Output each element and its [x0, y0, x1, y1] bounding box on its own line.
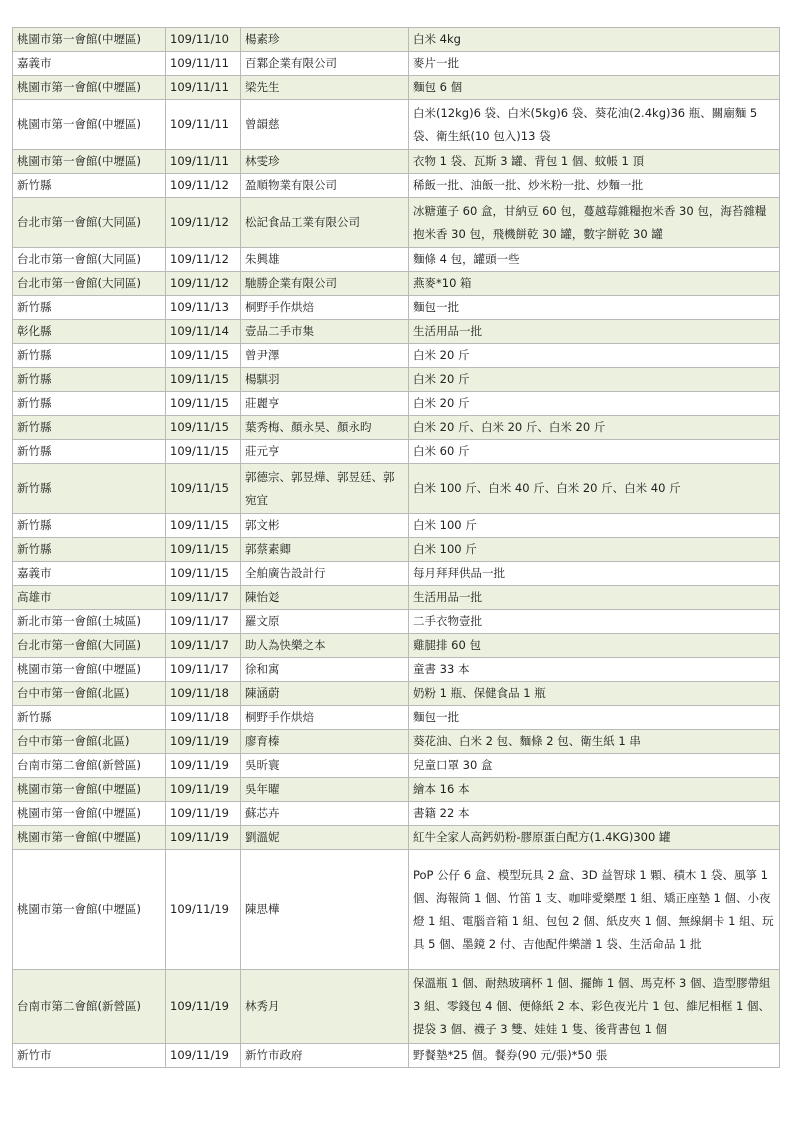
items-cell: 燕麥*10 箱 [409, 272, 780, 296]
date-cell: 109/11/17 [166, 610, 241, 634]
date-cell: 109/11/14 [166, 320, 241, 344]
items-cell: 麥片一批 [409, 52, 780, 76]
table-row [13, 970, 780, 1044]
region-cell: 彰化縣 [13, 320, 166, 344]
donor-cell: 壹品二手市集 [241, 320, 409, 344]
region-cell: 台中市第一會館(北區) [13, 682, 166, 706]
region-cell: 新竹縣 [13, 440, 166, 464]
table-row [13, 52, 780, 76]
donor-cell: 全舶廣告設計行 [241, 562, 409, 586]
region-cell: 台北市第一會館(大同區) [13, 198, 166, 248]
table-row [13, 296, 780, 320]
table-row [13, 198, 780, 248]
items-cell: 保溫瓶 1 個、耐熱玻璃杯 1 個、擺飾 1 個、馬克杯 3 個、造型膠帶組 3 組、零錢包 4 個、便條紙 2 本、彩色夜光片 1 包、維尼相框 1 個、提袋 3 個、襪子 3 雙、娃娃 1 隻、後背書包 1 個 [409, 970, 780, 1044]
date-cell: 109/11/19 [166, 754, 241, 778]
table-row [13, 826, 780, 850]
donor-cell: 林秀月 [241, 970, 409, 1044]
table-row [13, 248, 780, 272]
donor-cell: 桐野手作烘焙 [241, 706, 409, 730]
region-cell: 桃園市第一會館(中壢區) [13, 28, 166, 52]
table-row [13, 538, 780, 562]
date-cell: 109/11/11 [166, 150, 241, 174]
items-cell: 麵包 6 個 [409, 76, 780, 100]
date-cell: 109/11/15 [166, 514, 241, 538]
date-cell: 109/11/11 [166, 52, 241, 76]
date-cell: 109/11/17 [166, 658, 241, 682]
region-cell: 新北市第一會館(土城區) [13, 610, 166, 634]
region-cell: 新竹縣 [13, 174, 166, 198]
date-cell: 109/11/15 [166, 562, 241, 586]
region-cell: 桃園市第一會館(中壢區) [13, 76, 166, 100]
donor-cell: 曾韻慈 [241, 100, 409, 150]
date-cell: 109/11/10 [166, 28, 241, 52]
donor-cell: 吳昕寰 [241, 754, 409, 778]
items-cell: 野餐墊*25 個。餐券(90 元/張)*50 張 [409, 1044, 780, 1068]
table-row [13, 440, 780, 464]
date-cell: 109/11/15 [166, 440, 241, 464]
donor-cell: 陳怡彣 [241, 586, 409, 610]
region-cell: 台北市第一會館(大同區) [13, 272, 166, 296]
donor-cell: 桐野手作烘焙 [241, 296, 409, 320]
items-cell: 紅牛全家人高鈣奶粉-膠原蛋白配方(1.4KG)300 罐 [409, 826, 780, 850]
date-cell: 109/11/15 [166, 344, 241, 368]
date-cell: 109/11/12 [166, 248, 241, 272]
table-row [13, 100, 780, 150]
region-cell: 新竹縣 [13, 514, 166, 538]
table-row [13, 802, 780, 826]
donor-cell: 莊麗亨 [241, 392, 409, 416]
region-cell: 桃園市第一會館(中壢區) [13, 100, 166, 150]
items-cell: 兒童口罩 30 盒 [409, 754, 780, 778]
items-cell: 白米 100 斤 [409, 538, 780, 562]
donor-cell: 吳年曜 [241, 778, 409, 802]
region-cell: 新竹縣 [13, 368, 166, 392]
region-cell: 桃園市第一會館(中壢區) [13, 658, 166, 682]
date-cell: 109/11/11 [166, 76, 241, 100]
region-cell: 新竹市 [13, 1044, 166, 1068]
items-cell: 生活用品一批 [409, 586, 780, 610]
items-cell: 繪本 16 本 [409, 778, 780, 802]
items-cell: 白米 20 斤 [409, 368, 780, 392]
region-cell: 新竹縣 [13, 538, 166, 562]
table-row [13, 368, 780, 392]
donor-cell: 曾尹澤 [241, 344, 409, 368]
donor-cell: 葉秀梅、顏永昊、顏永昀 [241, 416, 409, 440]
items-cell: 書籍 22 本 [409, 802, 780, 826]
items-cell: 麵包一批 [409, 706, 780, 730]
table-row [13, 392, 780, 416]
donor-cell: 林雯珍 [241, 150, 409, 174]
items-cell: 白米 100 斤 [409, 514, 780, 538]
table-row [13, 562, 780, 586]
donor-cell: 百鄴企業有限公司 [241, 52, 409, 76]
items-cell: 童書 33 本 [409, 658, 780, 682]
donor-cell: 楊素珍 [241, 28, 409, 52]
region-cell: 台南市第二會館(新營區) [13, 754, 166, 778]
table-row [13, 586, 780, 610]
donor-cell: 羅文原 [241, 610, 409, 634]
donor-cell: 郭文彬 [241, 514, 409, 538]
items-cell: 麵包一批 [409, 296, 780, 320]
date-cell: 109/11/11 [166, 100, 241, 150]
region-cell: 高雄市 [13, 586, 166, 610]
region-cell: 新竹縣 [13, 344, 166, 368]
date-cell: 109/11/19 [166, 778, 241, 802]
items-cell: 生活用品一批 [409, 320, 780, 344]
items-cell: 白米 60 斤 [409, 440, 780, 464]
date-cell: 109/11/15 [166, 392, 241, 416]
date-cell: 109/11/19 [166, 850, 241, 970]
donor-cell: 蘇芯卉 [241, 802, 409, 826]
donor-cell: 助人為快樂之本 [241, 634, 409, 658]
region-cell: 台北市第一會館(大同區) [13, 248, 166, 272]
items-cell: 葵花油、白米 2 包、麵條 2 包、衛生紙 1 串 [409, 730, 780, 754]
region-cell: 新竹縣 [13, 464, 166, 514]
donor-cell: 梁先生 [241, 76, 409, 100]
donation-rows [13, 28, 780, 1068]
donation-table [12, 27, 780, 1068]
table-row [13, 344, 780, 368]
items-cell: 白米(12kg)6 袋、白米(5kg)6 袋、葵花油(2.4kg)36 瓶、關廟麵 5 袋、衛生紙(10 包入)13 袋 [409, 100, 780, 150]
items-cell: 白米 100 斤、白米 40 斤、白米 20 斤、白米 40 斤 [409, 464, 780, 514]
donor-cell: 郭蔡素卿 [241, 538, 409, 562]
date-cell: 109/11/17 [166, 634, 241, 658]
table-row [13, 706, 780, 730]
table-row [13, 754, 780, 778]
date-cell: 109/11/19 [166, 826, 241, 850]
donor-cell: 朱興雄 [241, 248, 409, 272]
items-cell: 稀飯一批、油飯一批、炒米粉一批、炒麵一批 [409, 174, 780, 198]
region-cell: 新竹縣 [13, 416, 166, 440]
region-cell: 桃園市第一會館(中壢區) [13, 850, 166, 970]
date-cell: 109/11/19 [166, 1044, 241, 1068]
table-row [13, 730, 780, 754]
region-cell: 嘉義市 [13, 562, 166, 586]
region-cell: 台中市第一會館(北區) [13, 730, 166, 754]
table-row [13, 272, 780, 296]
region-cell: 桃園市第一會館(中壢區) [13, 826, 166, 850]
region-cell: 嘉義市 [13, 52, 166, 76]
region-cell: 桃園市第一會館(中壢區) [13, 802, 166, 826]
date-cell: 109/11/12 [166, 272, 241, 296]
date-cell: 109/11/15 [166, 538, 241, 562]
table-row [13, 76, 780, 100]
date-cell: 109/11/13 [166, 296, 241, 320]
donor-cell: 陳思樺 [241, 850, 409, 970]
items-cell: 雞腿排 60 包 [409, 634, 780, 658]
table-row [13, 150, 780, 174]
items-cell: 冰糖蓮子 60 盒，甘納豆 60 包，蔓越莓雜糧抱米香 30 包，海苔雜糧抱米香 30 包，飛機餅乾 30 罐，數字餅乾 30 罐 [409, 198, 780, 248]
donor-cell: 莊元亨 [241, 440, 409, 464]
region-cell: 台南市第二會館(新營區) [13, 970, 166, 1044]
items-cell: 奶粉 1 瓶、保健食品 1 瓶 [409, 682, 780, 706]
donor-cell: 徐和寓 [241, 658, 409, 682]
items-cell: 二手衣物壹批 [409, 610, 780, 634]
donor-cell: 盈順物業有限公司 [241, 174, 409, 198]
table-row [13, 850, 780, 970]
date-cell: 109/11/15 [166, 416, 241, 440]
date-cell: 109/11/15 [166, 464, 241, 514]
table-row [13, 514, 780, 538]
donor-cell: 新竹市政府 [241, 1044, 409, 1068]
items-cell: 衣物 1 袋、瓦斯 3 罐、背包 1 個、蚊帳 1 頂 [409, 150, 780, 174]
date-cell: 109/11/19 [166, 802, 241, 826]
table-row [13, 174, 780, 198]
region-cell: 新竹縣 [13, 296, 166, 320]
table-row [13, 416, 780, 440]
items-cell: 白米 20 斤、白米 20 斤、白米 20 斤 [409, 416, 780, 440]
region-cell: 桃園市第一會館(中壢區) [13, 150, 166, 174]
items-cell: PoP 公仔 6 盒、模型玩具 2 盒、3D 益智球 1 顆、積木 1 袋、風箏 1 個、海報筒 1 個、竹笛 1 支、咖啡愛樂壓 1 組、矯正座墊 1 個、小夜燈 1 組、電腦音箱 1 組、包包 2 個、紙皮夾 1 個、無線網卡 1 組、玩具 5 個、墨鏡 2 付、吉他配件樂譜 1 袋、生活命品 1 批 [409, 850, 780, 970]
table-row [13, 28, 780, 52]
table-row [13, 464, 780, 514]
items-cell: 麵條 4 包，罐頭一些 [409, 248, 780, 272]
donor-cell: 陳涵蔚 [241, 682, 409, 706]
items-cell: 白米 4kg [409, 28, 780, 52]
date-cell: 109/11/19 [166, 970, 241, 1044]
region-cell: 桃園市第一會館(中壢區) [13, 778, 166, 802]
donor-cell: 松記食品工業有限公司 [241, 198, 409, 248]
date-cell: 109/11/18 [166, 682, 241, 706]
donor-cell: 劉溫妮 [241, 826, 409, 850]
table-row [13, 658, 780, 682]
donor-cell: 馳勝企業有限公司 [241, 272, 409, 296]
table-row [13, 1044, 780, 1068]
items-cell: 每月拜拜供品一批 [409, 562, 780, 586]
date-cell: 109/11/17 [166, 586, 241, 610]
region-cell: 新竹縣 [13, 392, 166, 416]
date-cell: 109/11/19 [166, 730, 241, 754]
date-cell: 109/11/15 [166, 368, 241, 392]
date-cell: 109/11/12 [166, 198, 241, 248]
table-row [13, 610, 780, 634]
date-cell: 109/11/18 [166, 706, 241, 730]
table-row [13, 682, 780, 706]
region-cell: 台北市第一會館(大同區) [13, 634, 166, 658]
table-row [13, 634, 780, 658]
table-row [13, 778, 780, 802]
items-cell: 白米 20 斤 [409, 344, 780, 368]
donor-cell: 廖育榛 [241, 730, 409, 754]
date-cell: 109/11/12 [166, 174, 241, 198]
donor-cell: 郭德宗、郭昱燁、郭昱廷、郭宛宜 [241, 464, 409, 514]
table-row [13, 320, 780, 344]
items-cell: 白米 20 斤 [409, 392, 780, 416]
region-cell: 新竹縣 [13, 706, 166, 730]
donor-cell: 楊騏羽 [241, 368, 409, 392]
